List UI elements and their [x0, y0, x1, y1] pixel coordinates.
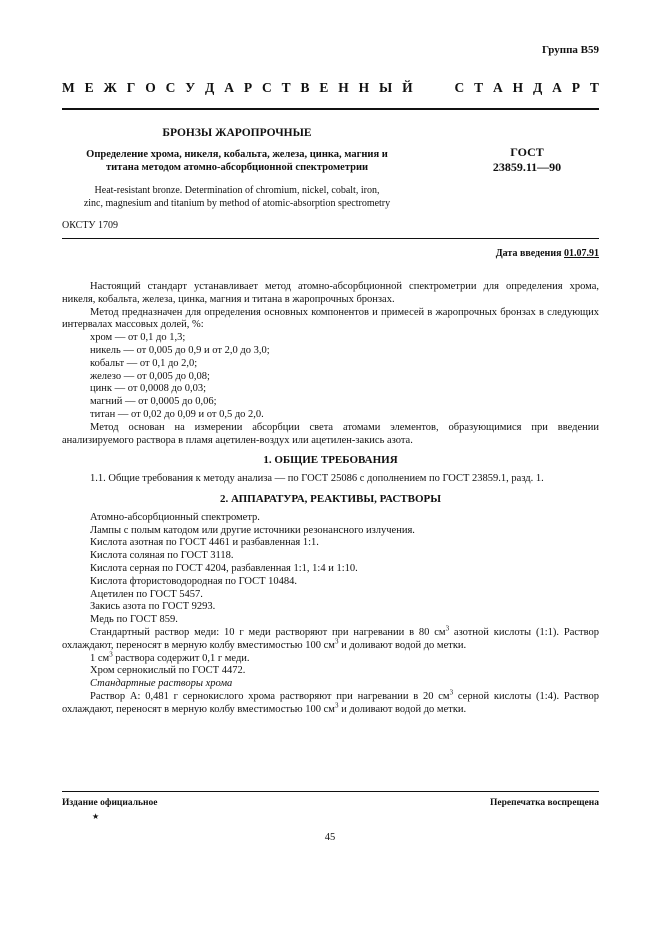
list-item: Ацетилен по ГОСТ 5457. [90, 588, 203, 600]
range-item: магний — от 0,0005 до 0,06; [90, 396, 217, 408]
banner-letter: Ж [103, 80, 117, 95]
banner-letter: Р [571, 80, 581, 95]
reprint-note: Перепечатка воспрещена [489, 798, 599, 808]
banner-letter: Ы [379, 80, 393, 95]
list-item: Кислота соляная по ГОСТ 3118. [90, 550, 234, 562]
document-subtitle [62, 149, 412, 174]
paragraph: Настоящий стандарт устанавливает метод атомно-абсорбционной спектрометрии для определения хрома, никеля, кобальта, железа, цинка, магния и титана в жаропрочных бронзах. [62, 281, 599, 305]
banner-letter: Н [512, 80, 524, 95]
intro-date-value: 01.07.91 [564, 248, 599, 259]
banner-letter: М [62, 80, 75, 95]
header-divider [62, 238, 599, 239]
banner-letter: Н [338, 80, 349, 95]
gost-code: 23859.11—90 [492, 160, 562, 174]
english-title-line: Heat-resistant bronze. Determination of chromium, nickel, cobalt, iron, [94, 185, 380, 196]
superscript: 3 [334, 701, 339, 710]
banner-letter: А [224, 80, 234, 95]
subtitle-line: титана методом атомно-абсорбционной спектрометрии [105, 161, 369, 173]
text-run: и доливают водой до метки. [338, 703, 467, 715]
list-item: Атомно-абсорбционный спектрометр. [90, 511, 260, 523]
page-number: 45 [324, 832, 336, 843]
paragraph-copper-solution [62, 624, 599, 653]
edition-note: Издание официальное [62, 798, 158, 808]
top-rule [62, 108, 599, 110]
text-run: раствора содержит 0,1 г меди. [112, 652, 250, 664]
footer-rule [62, 791, 599, 792]
list-item: Закись азота по ГОСТ 9293. [90, 601, 216, 613]
document-body [62, 281, 599, 717]
banner-letter: Й [402, 80, 413, 95]
list-item: Хром сернокислый по ГОСТ 4472. [90, 665, 246, 677]
banner-letter: С [165, 80, 176, 95]
list-item: Лампы с полым катодом или другие источники резонансного излучения. [90, 524, 415, 536]
banner-letter: Е [84, 80, 94, 95]
range-item: никель — от 0,005 до 0,9 и от 2,0 до 3,0; [90, 344, 270, 356]
paragraph-concentration [62, 650, 599, 666]
banner-letter: Р [243, 80, 253, 95]
banner-letter: Д [532, 80, 543, 95]
okstu-code: ОКСТУ 1709 [62, 220, 119, 231]
paragraph: 1.1. Общие требования к методу анализа — по ГОСТ 25086 с дополнением по ГОСТ 23859.1, разд. 1. [90, 473, 544, 485]
text-run: Стандартный раствор меди: 10 г меди растворяют при нагревании в 80 см [90, 626, 446, 638]
gost-number [452, 145, 602, 175]
banner-letter: А [552, 80, 562, 95]
list-item: Медь по ГОСТ 859. [90, 614, 178, 626]
range-item: титан — от 0,02 до 0,09 и от 0,5 до 2,0. [90, 408, 264, 420]
list-item: Кислота фтористоводородная по ГОСТ 10484. [90, 575, 298, 587]
banner-letter: Т [474, 80, 484, 95]
range-item: кобальт — от 0,1 до 2,0; [90, 357, 198, 369]
banner-letter: С [261, 80, 272, 95]
list-item: Кислота серная по ГОСТ 4204, разбавленная 1:1, 1:4 и 1:10. [90, 562, 358, 574]
banner-letter: У [185, 80, 196, 95]
text-run: азотной кислоты (1:1). Раствор охлаждают, переносят в мерную колбу вместимостью 100 см [62, 626, 599, 651]
superscript: 3 [334, 637, 339, 646]
banner-letter: Г [126, 80, 136, 95]
banner-letter: С [454, 80, 465, 95]
range-item: хром — от 0,1 до 1,3; [90, 332, 186, 344]
banner-letter: В [300, 80, 310, 95]
banner-letter: Н [358, 80, 370, 95]
subsection-title: Стандартные растворы хрома [90, 678, 233, 690]
banner-letter: Т [589, 80, 599, 95]
english-title [62, 184, 412, 210]
intro-date-label: Дата введения [495, 248, 564, 259]
introduction-date [440, 248, 599, 259]
banner-letter: Т [281, 80, 291, 95]
text-run: 1 см [90, 652, 110, 664]
range-item: цинк — от 0,0008 до 0,03; [90, 383, 207, 395]
subtitle-line: Определение хрома, никеля, кобальта, железа, цинка, магния и [86, 149, 388, 160]
gost-label: ГОСТ [510, 145, 544, 159]
banner-letter: Д [205, 80, 215, 95]
range-item: железо — от 0,005 до 0,08; [90, 370, 210, 382]
standard-banner [62, 80, 599, 96]
text-run: Раствор А: 0,481 г сернокислого хрома растворяют при нагревании в 20 см [90, 690, 450, 702]
superscript: 3 [445, 624, 450, 633]
text-run: и доливают водой до метки. [338, 639, 467, 651]
superscript: 3 [109, 650, 113, 659]
banner-letter: О [145, 80, 156, 95]
list-item: Кислота азотная по ГОСТ 4461 и разбавленная 1:1. [90, 537, 319, 549]
section-heading: 1. ОБЩИЕ ТРЕБОВАНИЯ [263, 454, 398, 467]
paragraph-solution-a [62, 688, 600, 717]
banner-gap [423, 80, 445, 96]
document-title: БРОНЗЫ ЖАРОПРОЧНЫЕ [162, 127, 312, 139]
text-run: серной кислоты (1:4). Раствор охлаждают, переносят в мерную колбу вместимостью 100 см [62, 690, 600, 715]
group-code: Группа В59 [541, 44, 599, 56]
superscript: 3 [449, 688, 454, 697]
paragraph: Метод предназначен для определения основных компонентов и примесей в жаропрочных бронзах в следующих интервалах массовых долей, %: [62, 306, 599, 331]
banner-letter: А [492, 80, 503, 95]
english-title-line: zinc, magnesium and titanium by method of atomic-absorption spectrometry [83, 198, 391, 209]
star-icon: ★ [92, 812, 100, 821]
section-heading: 2. АППАРАТУРА, РЕАКТИВЫ, РАСТВОРЫ [219, 492, 442, 505]
banner-letter: Е [319, 80, 329, 95]
paragraph: Метод основан на измерении абсорбции света атомами элементов, образующимися при введении анализируемого раствора в пламя ацетилен-воздух или ацетилен-закись азота. [62, 421, 599, 446]
